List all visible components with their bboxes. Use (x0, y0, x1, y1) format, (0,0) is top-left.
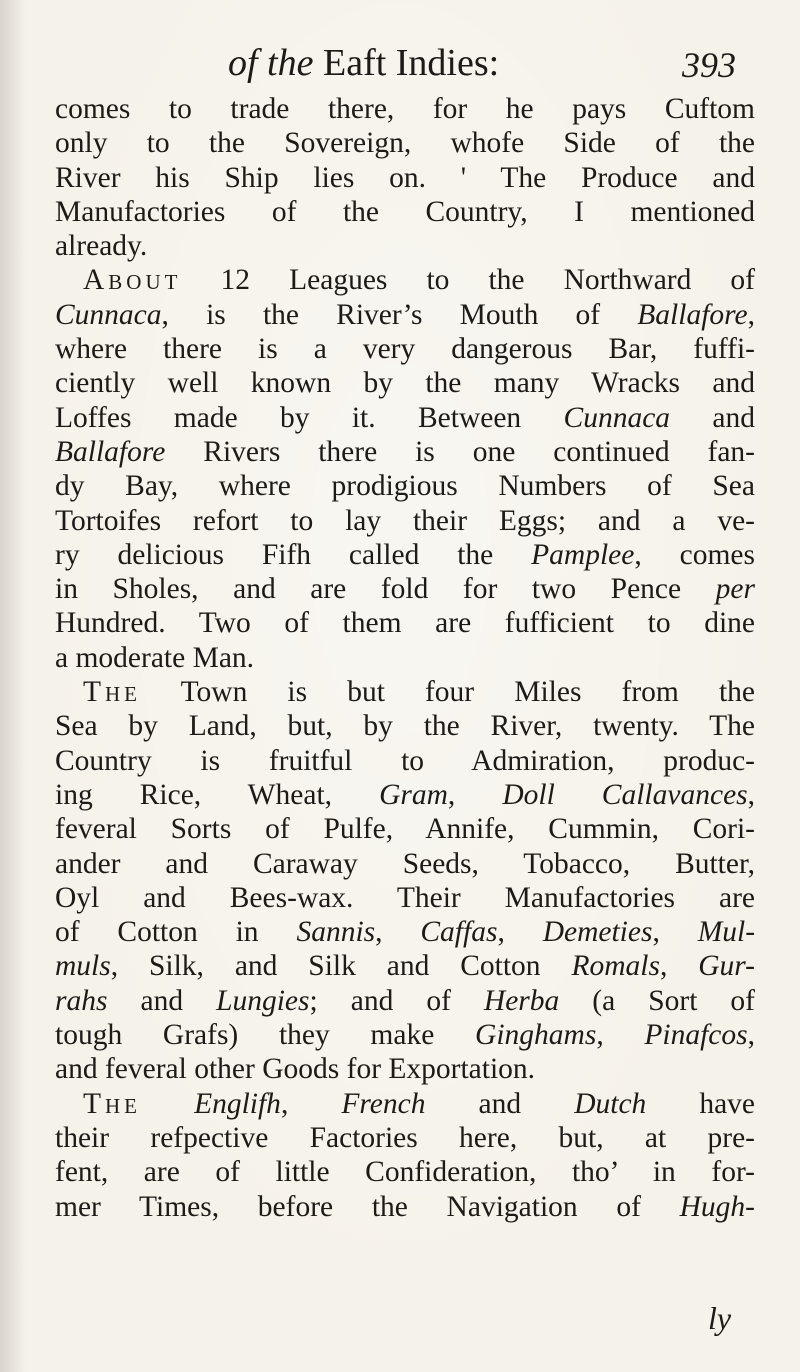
text-run: , (280, 1087, 342, 1120)
text-run: comes to trade there, for he pays Cuftom (55, 93, 755, 125)
text-run: , (659, 950, 699, 983)
text-line (55, 229, 755, 263)
text-line (55, 195, 755, 229)
italic-term: Ballafore (637, 298, 748, 331)
italic-term: Hugh- (679, 1190, 755, 1223)
text-line (55, 1018, 755, 1052)
text-run: Country is fruitful to Admiration, produc- (55, 744, 755, 777)
text-run: Hundred. Two of them are fufficient to dine (55, 607, 755, 640)
text-run: and (670, 401, 755, 434)
text-line (55, 1087, 755, 1121)
text-run: where there is a very dangerous Bar, fuffi- (55, 333, 755, 366)
text-run: 12 Leagues to the Northward of (181, 264, 755, 297)
text-run: , (596, 1019, 645, 1052)
gutter-shadow (0, 0, 26, 1372)
small-caps-word: The (83, 676, 142, 709)
text-run: Rivers there is one continued fan- (165, 435, 755, 468)
italic-term: Cunnaca (563, 401, 671, 434)
text-run: already. (55, 230, 148, 263)
text-run: a moderate Man. (55, 641, 255, 674)
italic-term: Mul- (697, 916, 755, 949)
text-run: River his Ship lies on. ' The Produce and (55, 161, 755, 194)
text-run: tough Grafs) they make (55, 1019, 476, 1052)
text-line (55, 1121, 755, 1155)
text-run: dy Bay, where prodigious Numbers of Sea (55, 470, 755, 503)
text-run: , Silk, and Silk and Cotton (110, 950, 572, 983)
small-caps-word: The (83, 1087, 142, 1120)
text-line (55, 744, 755, 778)
text-run: Oyl and Bees-wax. Their Manufactories are (55, 881, 755, 914)
text-run: , (447, 778, 503, 811)
text-run: Loffes made by it. Between (55, 401, 564, 434)
page-number: 393 (682, 45, 736, 85)
text-line (55, 915, 755, 949)
text-line (55, 1052, 755, 1086)
text-run: have (646, 1087, 755, 1120)
text-line (55, 812, 755, 846)
text-run: Sea by Land, but, by the River, twenty. The (55, 710, 755, 743)
text-run (141, 1088, 194, 1120)
italic-term: Gur- (698, 950, 755, 983)
text-line (55, 606, 755, 640)
text-run: , (497, 916, 543, 949)
italic-term: Caffas (420, 916, 498, 949)
text-run: ; and of (309, 984, 484, 1017)
text-line (55, 881, 755, 915)
text-run: , (375, 916, 421, 949)
text-run: (a Sort of (559, 984, 755, 1017)
text-line (55, 709, 755, 743)
text-line (55, 984, 755, 1018)
running-head-main: Eaft Indies: (322, 42, 500, 84)
text-run: and feveral other Goods for Exportation. (55, 1053, 536, 1086)
italic-term: muls (55, 950, 111, 983)
text-line (55, 401, 755, 435)
running-head-prefix: of the (228, 42, 314, 84)
text-run: fent, are of little Confideration, tho’ in for- (55, 1156, 755, 1189)
italic-term: Pinafcos (644, 1019, 748, 1052)
text-run: , (747, 1019, 755, 1052)
text-run: ing Rice, Wheat, (55, 778, 380, 811)
italic-term: Romals (571, 950, 660, 983)
italic-term: French (341, 1087, 426, 1120)
text-line (55, 641, 755, 675)
italic-term: Pamplee (531, 538, 635, 571)
text-run: feveral Sorts of Pulfe, Annife, Cummin, Cori- (55, 813, 755, 846)
text-run: Tortoifes refort to lay their Eggs; and a ve- (55, 504, 755, 537)
italic-term: Englifh (194, 1087, 281, 1120)
text-line (55, 1190, 755, 1224)
running-head (0, 38, 800, 88)
italic-term: Gram (379, 778, 448, 811)
italic-term: Doll Callavances (502, 778, 748, 811)
italic-term: Dutch (574, 1087, 647, 1120)
text-run: , comes (634, 538, 755, 571)
italic-term: Ginghams (475, 1019, 597, 1052)
text-run: , is the River’s Mouth of (161, 298, 638, 331)
text-run: only to the Sovereign, whofe Side of the (55, 127, 755, 160)
text-run: ry delicious Fifh called the (55, 538, 532, 571)
text-line (55, 435, 755, 469)
small-caps-word: About (83, 264, 182, 297)
text-run: , (747, 778, 755, 811)
text-run: ander and Caraway Seeds, Tobacco, Butter, (55, 847, 755, 880)
text-line (55, 1155, 755, 1189)
italic-term: rahs (55, 984, 108, 1017)
catchword: ly (708, 1300, 732, 1336)
text-run: and (425, 1087, 575, 1120)
text-run: in Sholes, and are fold for two Pence (55, 573, 716, 606)
italic-term: per (715, 573, 755, 606)
text-line (55, 538, 755, 572)
text-line (55, 332, 755, 366)
text-run: of Cotton in (55, 916, 297, 949)
text-line (55, 949, 755, 983)
text-line (55, 161, 755, 195)
text-line (55, 92, 755, 126)
text-line (55, 504, 755, 538)
text-line (55, 675, 755, 709)
running-head-title (228, 38, 499, 88)
text-run: mer Times, before the Navigation of (55, 1190, 680, 1223)
text-line (55, 366, 755, 400)
text-line (55, 469, 755, 503)
text-line (55, 263, 755, 297)
italic-term: Lungies (216, 984, 310, 1017)
text-run: and (107, 984, 217, 1017)
italic-term: Herba (483, 984, 560, 1017)
italic-term: Demeties (542, 916, 653, 949)
text-run: their refpective Factories here, but, at pre- (55, 1121, 755, 1154)
italic-term: Sannis (296, 916, 376, 949)
text-run: ciently well known by the many Wracks and (55, 367, 755, 400)
body-text (55, 92, 755, 1224)
text-line (55, 847, 755, 881)
text-run: Town is but four Miles from the (141, 676, 755, 709)
text-line (55, 572, 755, 606)
text-line (55, 126, 755, 160)
italic-term: Ballafore (55, 435, 166, 468)
text-run: , (747, 298, 755, 331)
text-run: Manufactories of the Country, I mentioned (55, 195, 755, 228)
text-run: , (652, 916, 698, 949)
text-line (55, 298, 755, 332)
italic-term: Cunnaca (55, 298, 162, 331)
text-line (55, 778, 755, 812)
